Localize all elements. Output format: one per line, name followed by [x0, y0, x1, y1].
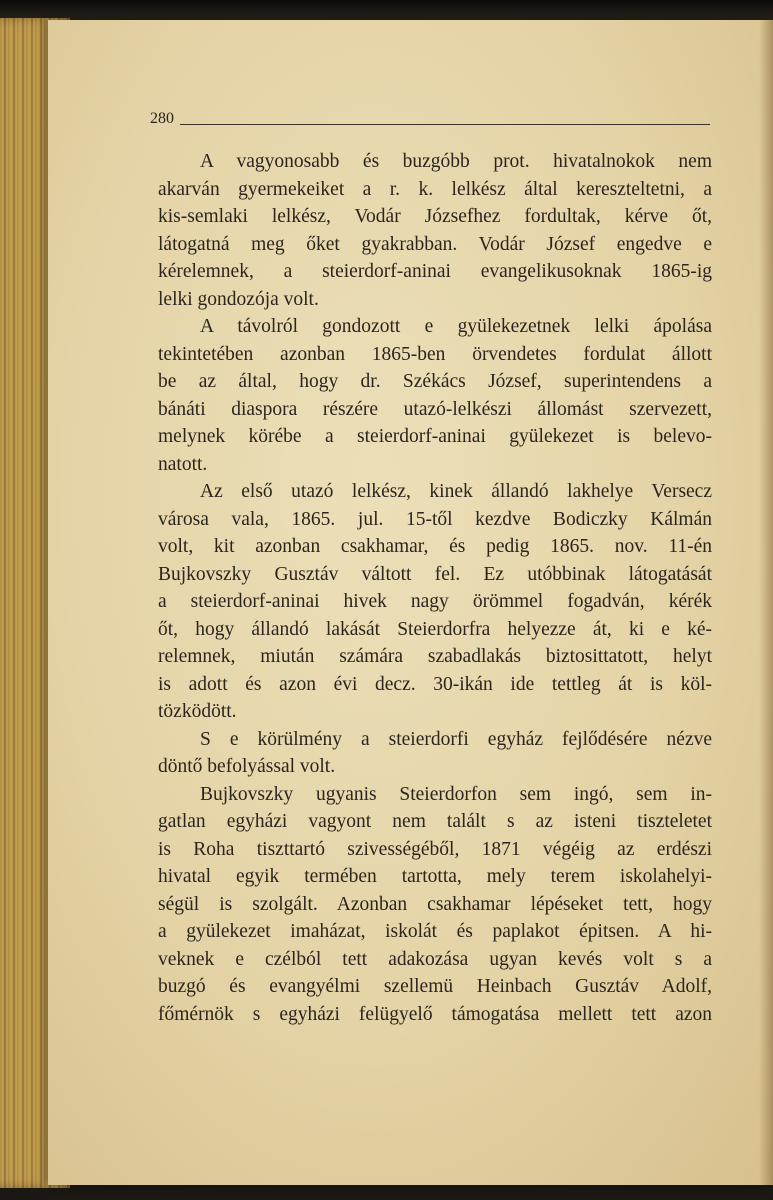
- page-right-shading: [759, 20, 773, 1185]
- text-line: is adott és azon évi decz. 30-ikán ide tettleg át is köl-: [158, 673, 712, 695]
- text-line: be az által, hogy dr. Székács József, superintendens a: [158, 371, 712, 392]
- text-line: Az első utazó lelkész, kinek állandó lakhelye Versecz: [200, 481, 712, 502]
- text-line: városa vala, 1865. jul. 15-től kezdve Bodiczky Kálmán: [158, 508, 712, 530]
- text-line: melynek körébe a steierdorf-aninai gyülekezet is belevo-: [158, 426, 712, 447]
- text-line: buzgó és evangyélmi szellemü Heinbach Gusztáv Adolf,: [158, 976, 712, 997]
- text-line: natott.: [158, 453, 208, 475]
- text-line: ségül is szolgált. Azonban csakhamar lépéseket tett, hogy: [158, 893, 712, 915]
- header-rule: [180, 124, 710, 125]
- text-body: [158, 148, 712, 1028]
- text-line: volt, kit azonban csakhamar, és pedig 1865. nov. 11-én: [158, 536, 712, 557]
- text-line: lelki gondozója volt.: [158, 288, 319, 310]
- text-line: Bujkovszky ugyanis Steierdorfon sem ingó, sem in-: [200, 783, 712, 805]
- text-line: hivatal egyik termében tartotta, mely terem iskolahelyi-: [158, 866, 712, 887]
- text-line: is Roha tiszttartó szivességéből, 1871 végéig az erdészi: [158, 838, 712, 860]
- page-number: 280: [150, 110, 174, 127]
- text-line: látogatná meg őket gyakrabban. Vodár József engedve e: [158, 233, 712, 255]
- text-line: őt, hogy állandó lakását Steierdorfra helyezze át, ki e ké-: [158, 618, 712, 640]
- text-line: akarván gyermekeiket a r. k. lelkész által kereszteltetni, a: [158, 178, 712, 200]
- text-line: A vagyonosabb és buzgóbb prot. hivatalnokok nem: [200, 151, 712, 172]
- text-line: A távolról gondozott e gyülekezetnek lelki ápolása: [200, 316, 712, 337]
- text-line: tekintetében azonban 1865-ben örvendetes fordulat állott: [158, 343, 712, 365]
- text-line: S e körülmény a steierdorfi egyház fejlődésére nézve: [200, 728, 712, 750]
- text-line: a steierdorf-aninai hivek nagy örömmel fogadván, kérék: [158, 591, 712, 612]
- text-line: tözködött.: [158, 701, 237, 722]
- text-line: veknek e czélból tett adakozása ugyan kevés volt s a: [158, 948, 712, 970]
- text-line: bánáti diaspora részére utazó-lelkészi állomást szervezett,: [158, 398, 712, 420]
- page-header: [150, 110, 710, 132]
- text-line: Bujkovszky Gusztáv váltott fel. Ez utóbbinak látogatását: [158, 563, 712, 585]
- text-line: kis-semlaki lelkész, Vodár Józsefhez fordultak, kérve őt,: [158, 206, 712, 227]
- text-line: kérelemnek, a steierdorf-aninai evangelikusoknak 1865-ig: [158, 261, 712, 282]
- text-line: relemnek, miután számára szabadlakás biztosittatott, helyt: [158, 646, 712, 667]
- text-line: a gyülekezet imaházat, iskolát és paplakot épitsen. A hi-: [158, 921, 712, 942]
- scan-top-shadow: [0, 0, 773, 22]
- text-line: gatlan egyházi vagyont nem talált s az isteni tiszteletet: [158, 811, 712, 832]
- text-line: főmérnök s egyházi felügyelő támogatása mellett tett azon: [158, 1003, 712, 1025]
- text-line: döntő befolyással volt.: [158, 756, 336, 777]
